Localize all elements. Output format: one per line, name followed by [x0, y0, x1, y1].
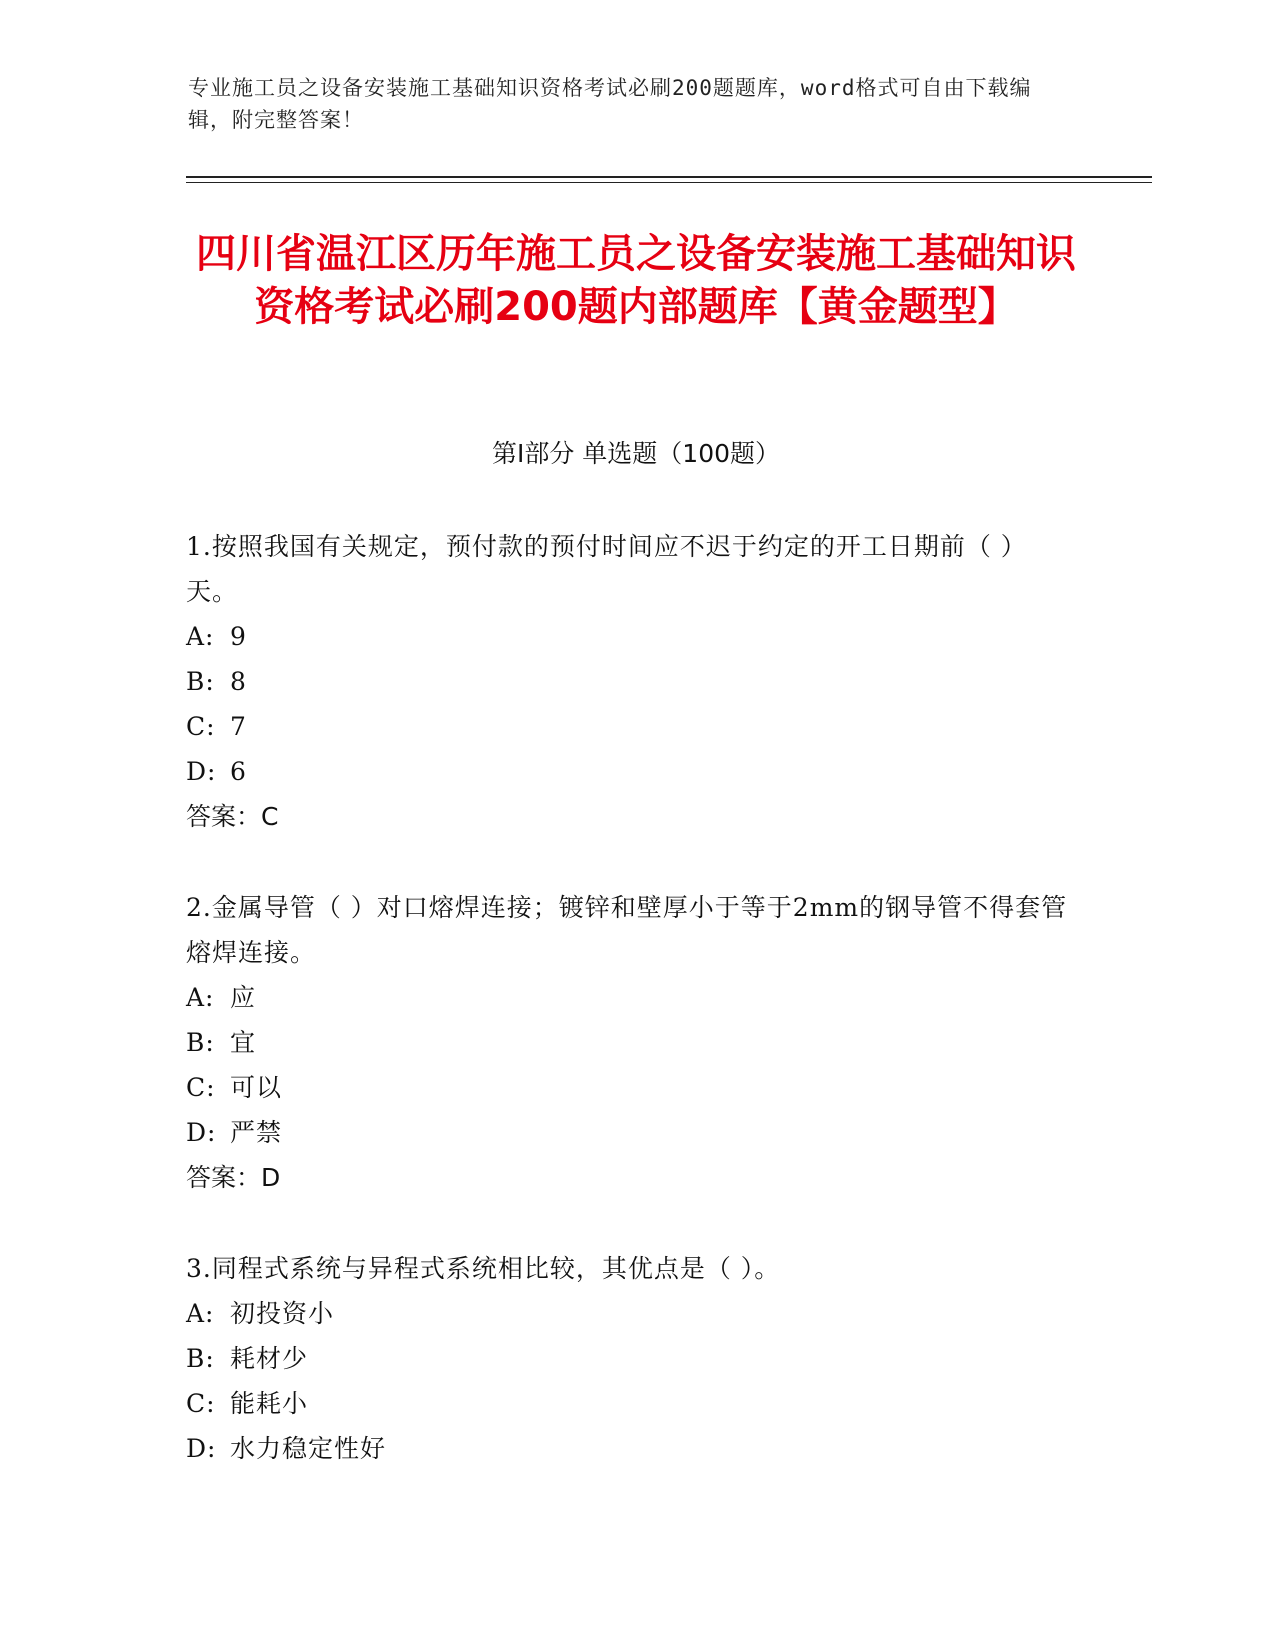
- question-text: 3.同程式系统与异程式系统相比较，其优点是（ ）。: [186, 1254, 781, 1283]
- question-text: 1.按照我国有关规定，预付款的预付时间应不迟于约定的开工日期前（ ）天。: [186, 532, 1027, 606]
- option-label: B:: [186, 667, 215, 696]
- option-label: B:: [186, 1344, 215, 1373]
- option-d: [186, 749, 1076, 794]
- option-b: [186, 659, 1076, 704]
- question-item: [186, 1246, 1076, 1471]
- option-text: 8: [230, 667, 247, 696]
- option-c: [186, 1065, 1076, 1110]
- option-c: [186, 704, 1076, 749]
- option-text: 6: [230, 757, 247, 786]
- option-label: D:: [186, 1434, 217, 1463]
- option-d: [186, 1110, 1076, 1155]
- option-label: C:: [186, 712, 216, 741]
- option-text: 可以: [230, 1073, 283, 1102]
- question-list: [186, 524, 1076, 1516]
- option-label: D:: [186, 1118, 217, 1147]
- header-divider-thin: [186, 182, 1152, 183]
- question-item: [186, 524, 1076, 840]
- answer-line: 答案：C: [186, 802, 279, 831]
- option-text: 耗材少: [230, 1344, 309, 1373]
- option-d: [186, 1426, 1076, 1471]
- option-text: 宜: [230, 1028, 257, 1057]
- option-a: [186, 975, 1076, 1020]
- option-label: C:: [186, 1389, 216, 1418]
- option-c: [186, 1381, 1076, 1426]
- option-label: C:: [186, 1073, 216, 1102]
- option-text: 水力稳定性好: [230, 1434, 387, 1463]
- question-text: 2.金属导管（ ）对口熔焊连接；镀锌和壁厚小于等于2mm的钢导管不得套管熔焊连接。: [186, 893, 1068, 967]
- question-item: [186, 885, 1076, 1201]
- option-label: D:: [186, 757, 217, 786]
- option-b: [186, 1336, 1076, 1381]
- option-label: A:: [186, 1299, 215, 1328]
- answer-line: 答案：D: [186, 1163, 281, 1192]
- option-a: [186, 614, 1076, 659]
- option-text: 9: [230, 622, 247, 651]
- section-title: 第Ⅰ部分 单选题（100题）: [491, 439, 781, 468]
- document-title: 四川省温江区历年施工员之设备安装施工基础知识资格考试必刷200题内部题库【黄金题型】: [196, 231, 1076, 330]
- option-a: [186, 1291, 1076, 1336]
- option-label: A:: [186, 622, 215, 651]
- header-divider: [186, 176, 1152, 178]
- option-text: 能耗小: [230, 1389, 309, 1418]
- header-note: 专业施工员之设备安装施工基础知识资格考试必刷200题题库，word格式可自由下载编辑，附完整答案！: [188, 76, 1032, 132]
- option-text: 严禁: [230, 1118, 283, 1147]
- option-label: A:: [186, 983, 215, 1012]
- option-text: 应: [230, 983, 257, 1012]
- option-text: 初投资小: [230, 1299, 335, 1328]
- option-text: 7: [230, 712, 247, 741]
- option-label: B:: [186, 1028, 215, 1057]
- option-b: [186, 1020, 1076, 1065]
